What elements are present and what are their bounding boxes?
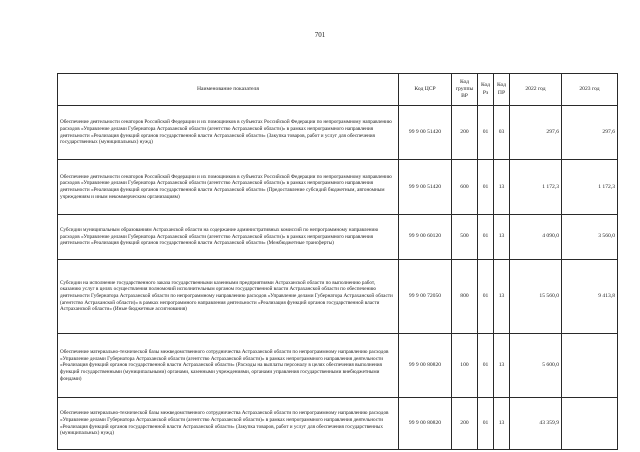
row-description: Обеспечение деятельности сенаторов Российской Федерации и их помощников в субъектах Российской Федерации по непрограммному направлению расходов «Управление делами Губернатора Астраханской области (агентство Астраханской области)» в рамках непрограммного направления деятельности «Реализация функций органов государственной власти Астраханской области» (Закупка товаров, работ и услуг для обеспечения государственных (муниципальных) нужд) xyxy=(58,106,399,160)
row-value-2023: 3 560,0 xyxy=(562,215,618,260)
table-row xyxy=(58,106,618,160)
row-rz-code: 01 xyxy=(478,398,494,450)
table-row xyxy=(58,259,618,333)
row-value-2022: 5 600,0 xyxy=(510,333,562,398)
row-description: Обеспечение материально-технической базы межведомственного сотрудничества Астраханской области по непрограммному направлению расходов «Управление делами Губернатора Астраханской области (агентство Астраханской области)» в рамках непрограммного направления деятельности «Реализация функций органов государственной власти Астраханской области» (Расходы на выплаты персоналу в целях обеспечения выполнения функций государственными (муниципальными) органами, казенными учреждениями, органами управления государственными внебюджетными фондами) xyxy=(58,333,399,398)
header-pr: Код ПР xyxy=(494,74,510,106)
row-description: Субсидии муниципальным образованиям Астраханской области на содержание административных комиссий по непрограммному направлению расходов «Управление делами Губернатора Астраханской области (агентство Астраханской области)» в рамках непрограммного направления деятельности «Реализация функций органов государственной власти Астраханской области» (Межбюджетные трансферты) xyxy=(58,215,399,260)
row-value-2023 xyxy=(562,398,618,450)
row-value-2023: 1 172,3 xyxy=(562,160,618,215)
row-rz-code: 01 xyxy=(478,333,494,398)
row-pr-code: 13 xyxy=(494,259,510,333)
header-name: Наименование показателя xyxy=(58,74,399,106)
table-row xyxy=(58,160,618,215)
row-value-2022: 15 560,0 xyxy=(510,259,562,333)
row-group-code: 200 xyxy=(452,398,478,450)
row-value-2022: 43 359,9 xyxy=(510,398,562,450)
header-rz: Код Рз xyxy=(478,74,494,106)
row-pr-code: 13 xyxy=(494,398,510,450)
row-value-2022: 4 090,0 xyxy=(510,215,562,260)
row-value-2022: 1 172,3 xyxy=(510,160,562,215)
row-group-code: 800 xyxy=(452,259,478,333)
row-pr-code: 13 xyxy=(494,160,510,215)
budget-table xyxy=(57,73,618,450)
row-pr-code: 03 xyxy=(494,106,510,160)
row-value-2023 xyxy=(562,333,618,398)
row-group-code: 600 xyxy=(452,160,478,215)
row-rz-code: 01 xyxy=(478,215,494,260)
row-rz-code: 01 xyxy=(478,106,494,160)
row-csr-code: 99 9 00 60120 xyxy=(399,215,452,260)
header-csr: Код ЦСР xyxy=(399,74,452,106)
row-group-code: 200 xyxy=(452,106,478,160)
row-csr-code: 99 9 00 80820 xyxy=(399,398,452,450)
page-number: 701 xyxy=(314,31,326,39)
row-group-code: 500 xyxy=(452,215,478,260)
table-row xyxy=(58,215,618,260)
row-rz-code: 01 xyxy=(478,160,494,215)
row-description: Обеспечение материально-технической базы межведомственного сотрудничества Астраханской области по непрограммному направлению расходов «Управление делами Губернатора Астраханской области (агентство Астраханской области)» в рамках непрограммного направления деятельности «Реализация функций органов государственной власти Астраханской области» (Закупка товаров, работ и услуг для обеспечения государственных (муниципальных) нужд) xyxy=(58,398,399,450)
header-2022: 2022 год xyxy=(510,74,562,106)
row-pr-code: 13 xyxy=(494,215,510,260)
row-value-2023: 9 413,8 xyxy=(562,259,618,333)
row-csr-code: 99 9 00 80820 xyxy=(399,333,452,398)
row-description: Субсидии на исполнение государственного заказа государственными казенными предприятиями Астраханской области по выполнению работ, оказанию услуг в целях осуществления полномочий исполнительным органом государственной власти Астраханской области по обеспечению деятельности Губернатора Астраханской области по непрограммному направлению расходов «Управление делами Губернатора Астраханской области (агентство Астраханской области)» в рамках непрограммного направления деятельности «Реализация функций органов государственной власти Астраханской области» (Иные бюджетные ассигнования) xyxy=(58,259,399,333)
row-value-2023: 297,6 xyxy=(562,106,618,160)
header-2023: 2023 год xyxy=(562,74,618,106)
row-rz-code: 01 xyxy=(478,259,494,333)
row-csr-code: 99 9 00 51420 xyxy=(399,106,452,160)
table-row xyxy=(58,333,618,398)
header-group: Код группы ВР xyxy=(452,74,478,106)
row-value-2022: 297,6 xyxy=(510,106,562,160)
table-row xyxy=(58,398,618,450)
table-header-row xyxy=(58,74,618,106)
row-pr-code: 13 xyxy=(494,333,510,398)
row-csr-code: 99 9 00 72050 xyxy=(399,259,452,333)
row-group-code: 100 xyxy=(452,333,478,398)
row-csr-code: 99 9 00 51420 xyxy=(399,160,452,215)
row-description: Обеспечение деятельности сенаторов Российской Федерации и их помощников в субъектах Российской Федерации по непрограммному направлению расходов «Управление делами Губернатора Астраханской области (агентство Астраханской области)» в рамках непрограммного направления деятельности «Реализация функций органов государственной власти Астраханской области» (Предоставление субсидий бюджетным, автономным учреждениям и иным некоммерческим организациям) xyxy=(58,160,399,215)
